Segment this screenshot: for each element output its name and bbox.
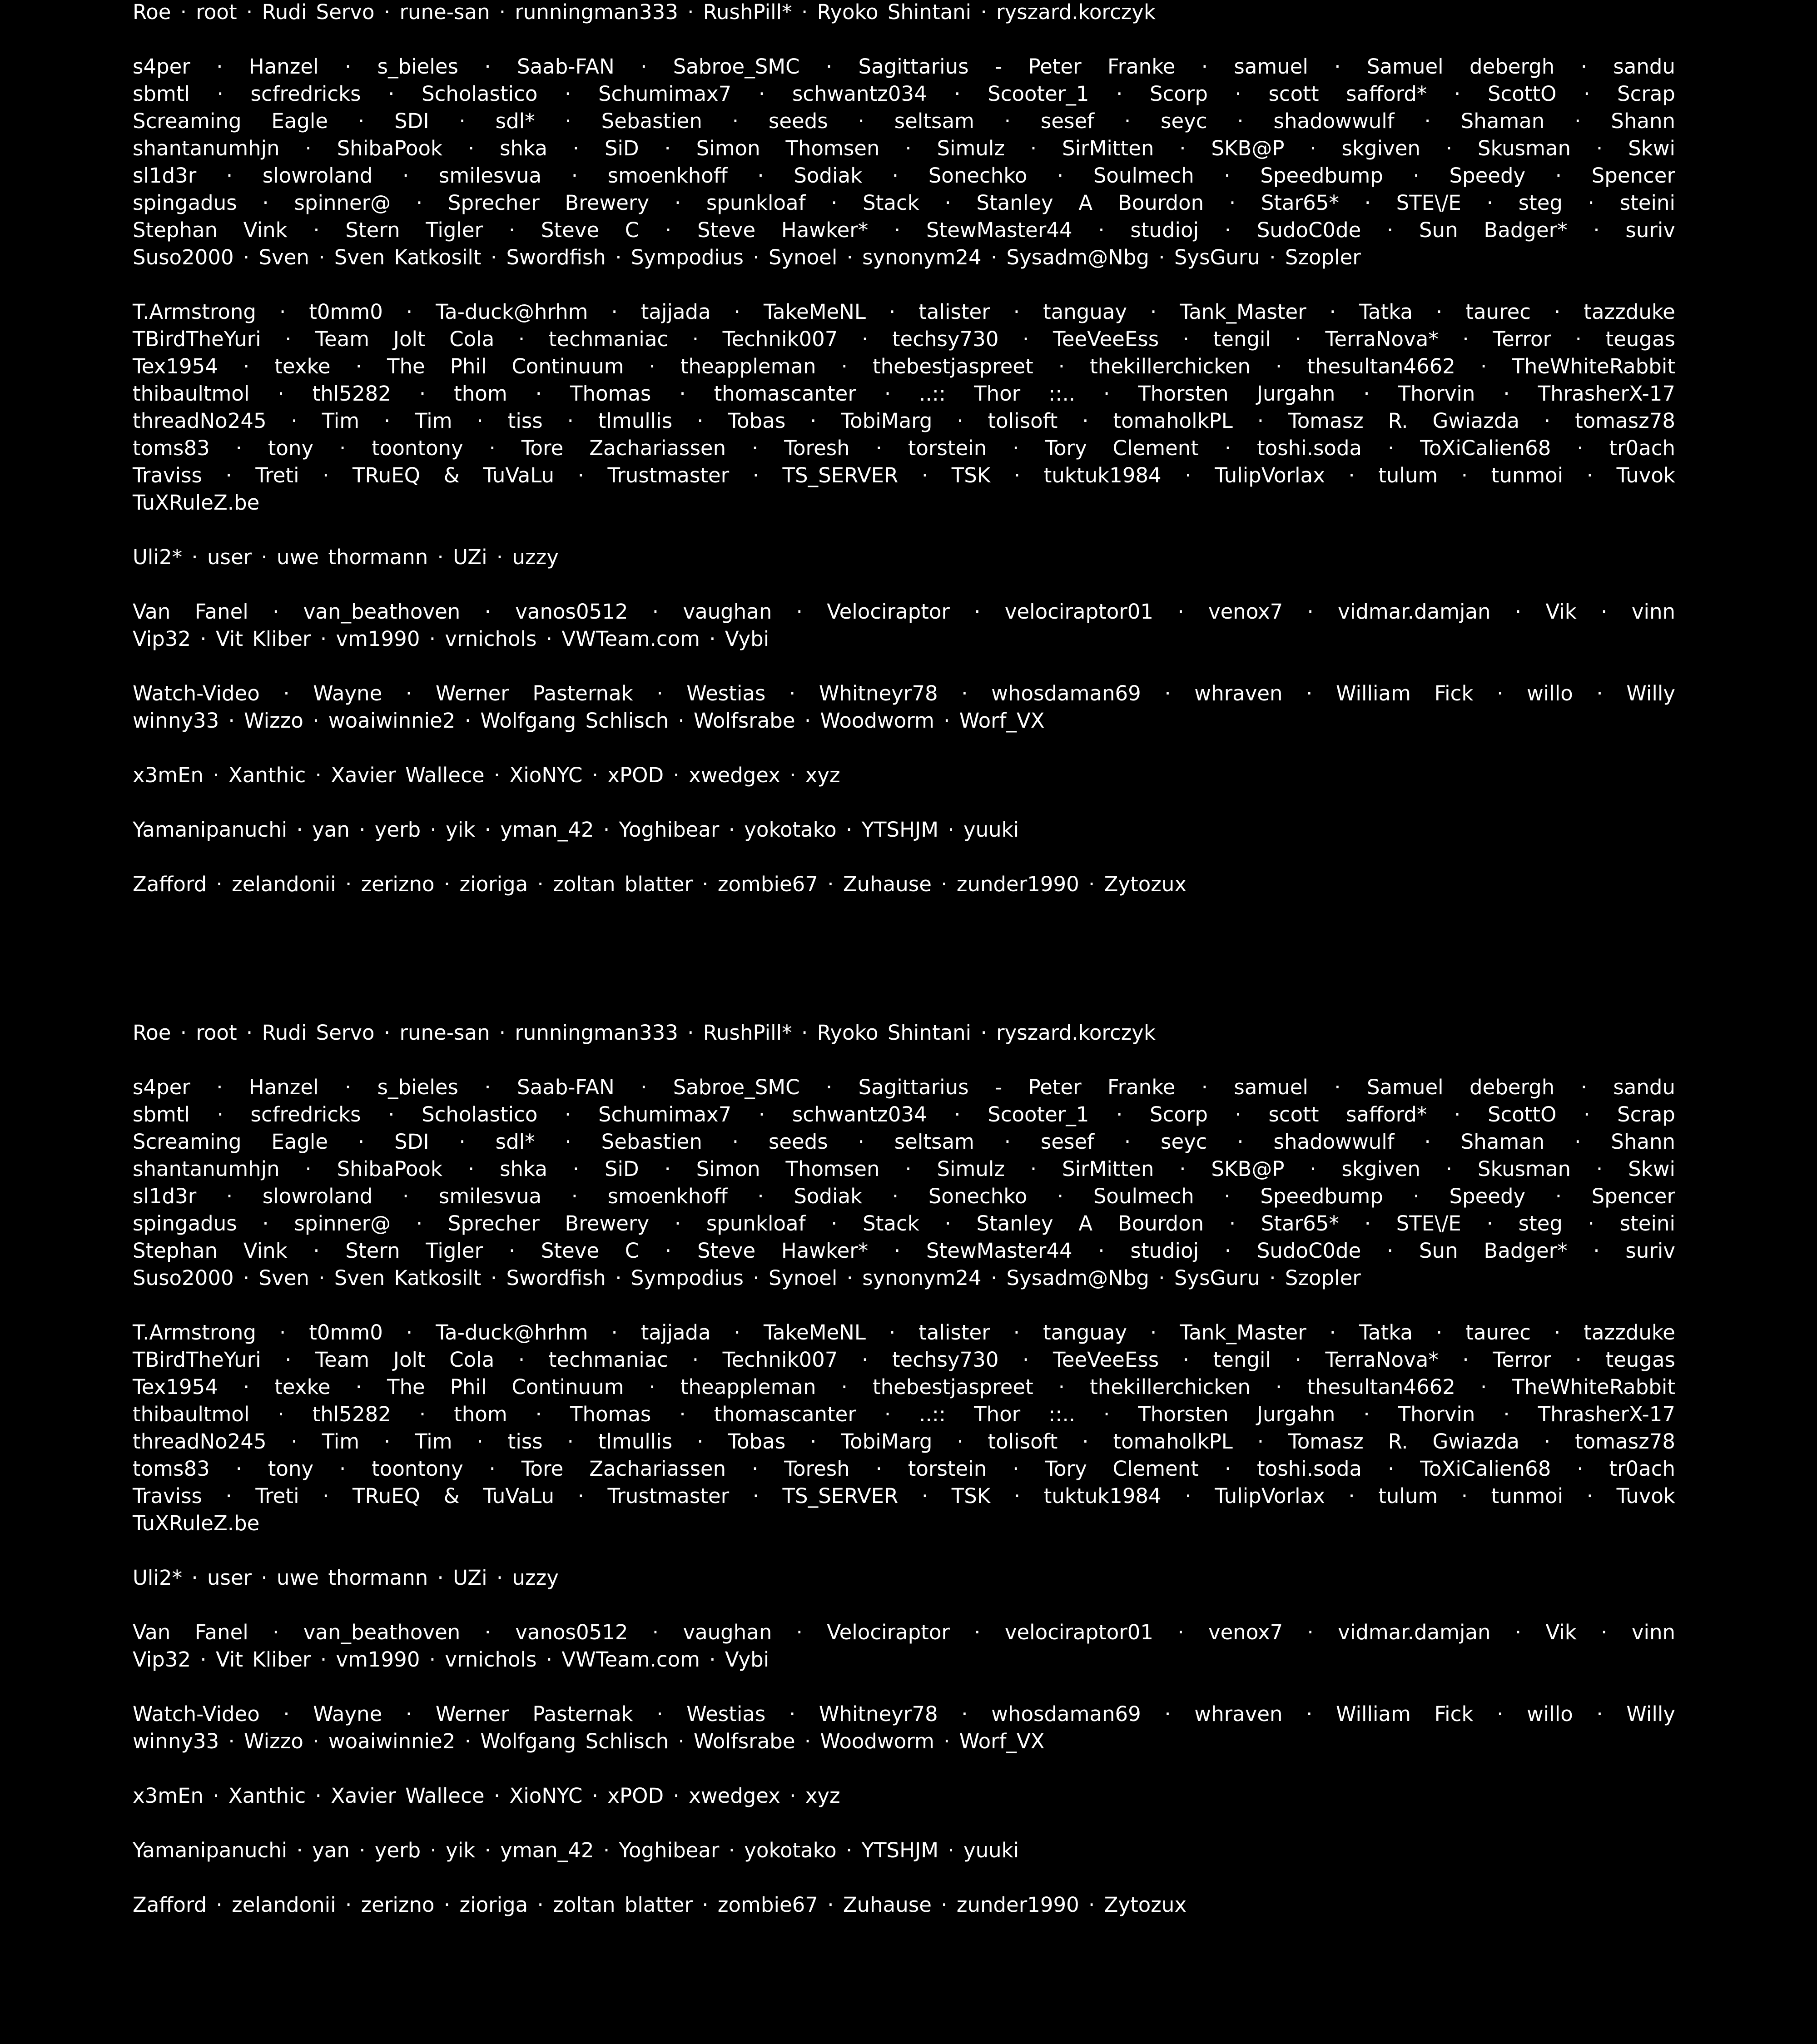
credits-list-copy-1: [133, 0, 1675, 898]
credits-line: Yamanipanuchi · yan · yerb · yik · yman_42 · Yoghibear · yokotako · YTSHJM · yuuki: [133, 818, 1019, 842]
credits-line: thibaultmol · thl5282 · thom · Thomas · thomascanter · ..:: Thor ::.. · Thorsten Jurgahn · Thorvin · ThrasherX-17: [133, 382, 1675, 406]
credits-line: Watch-Video · Wayne · Werner Pasternak · Westias · Whitneyr78 · whosdaman69 · whraven · William Fick · willo · Willy: [133, 681, 1675, 705]
credits-line: sl1d3r · slowroland · smilesvua · smoenkhoff · Sodiak · Sonechko · Soulmech · Speedbump · Speedy · Spencer: [133, 1184, 1675, 1208]
credits-line: Uli2* · user · uwe thormann · UZi · uzzy: [133, 1566, 559, 1590]
credits-group-u: [133, 1564, 1675, 1592]
credits-line: Traviss · Treti · TRuEQ & TuVaLu · Trustmaster · TS_SERVER · TSK · tuktuk1984 · TulipVorlax · tulum · tunmoi · Tuvok: [133, 463, 1675, 487]
credits-line: Uli2* · user · uwe thormann · UZi · uzzy: [133, 545, 559, 569]
credits-group-x: [133, 1782, 1675, 1810]
credits-line: Stephan Vink · Stern Tigler · Steve C · Steve Hawker* · StewMaster44 · studioj · SudoC0de · Sun Badger* · suriv: [133, 218, 1675, 242]
credits-line: Vip32 · Vit Kliber · vm1990 · vrnichols · VWTeam.com · Vybi: [133, 1647, 769, 1672]
credits-line: Screaming Eagle · SDI · sdl* · Sebastien · seeds · seltsam · sesef · seyc · shadowwulf · Shaman · Shann: [133, 1130, 1675, 1154]
credits-line: threadNo245 · Tim · Tim · tiss · tlmullis · Tobas · TobiMarg · tolisoft · tomaholkPL · Tomasz R. Gwiazda · tomasz78: [133, 1429, 1675, 1454]
credits-line: shantanumhjn · ShibaPook · shka · SiD · Simon Thomsen · Simulz · SirMitten · SKB@P · skgiven · Skusman · Skwi: [133, 136, 1675, 160]
credits-group-v: [133, 598, 1675, 653]
credits-line: spingadus · spinner@ · Sprecher Brewery · spunkloaf · Stack · Stanley A Bourdon · Star65* · STE\/E · steg · steini: [133, 1211, 1675, 1235]
credits-line: T.Armstrong · t0mm0 · Ta-duck@hrhm · tajjada · TakeMeNL · talister · tanguay · Tank_Master · Tatka · taurec · tazzduke: [133, 300, 1675, 324]
credits-group-v: [133, 1619, 1675, 1673]
credits-group-w: [133, 1701, 1675, 1755]
credits-group-w: [133, 680, 1675, 734]
credits-line: TBirdTheYuri · Team Jolt Cola · techmaniac · Technik007 · techsy730 · TeeVeeEss · tengil · TerraNova* · Terror · teugas: [133, 1348, 1675, 1372]
credits-line: sbmtl · scfredricks · Scholastico · Schumimax7 · schwantz034 · Scooter_1 · Scorp · scott safford* · ScottO · Scrap: [133, 82, 1675, 106]
credits-group-z: [133, 871, 1675, 898]
credits-line: Suso2000 · Sven · Sven Katkosilt · Swordfish · Sympodius · Synoel · synonym24 · Sysadm@Nbg · SysGuru · Szopler: [133, 1266, 1361, 1290]
credits-group-y: [133, 816, 1675, 843]
credits-line: spingadus · spinner@ · Sprecher Brewery · spunkloaf · Stack · Stanley A Bourdon · Star65* · STE\/E · steg · steini: [133, 191, 1675, 215]
credits-line: T.Armstrong · t0mm0 · Ta-duck@hrhm · tajjada · TakeMeNL · talister · tanguay · Tank_Master · Tatka · taurec · tazzduke: [133, 1320, 1675, 1344]
credits-line: shantanumhjn · ShibaPook · shka · SiD · Simon Thomsen · Simulz · SirMitten · SKB@P · skgiven · Skusman · Skwi: [133, 1157, 1675, 1181]
credits-line: Roe · root · Rudi Servo · rune-san · runningman333 · RushPill* · Ryoko Shintani · ryszard.korczyk: [133, 1021, 1156, 1045]
credits-group-x: [133, 762, 1675, 789]
credits-line: Tex1954 · texke · The Phil Continuum · theappleman · thebestjaspreet · thekillerchicken · thesultan4662 · TheWhiteRabbit: [133, 354, 1675, 378]
credits-group-z: [133, 1891, 1675, 1919]
credits-group-t: [133, 298, 1675, 516]
credits-line: Suso2000 · Sven · Sven Katkosilt · Swordfish · Sympodius · Synoel · synonym24 · Sysadm@Nbg · SysGuru · Szopler: [133, 245, 1361, 269]
credits-group-y: [133, 1837, 1675, 1864]
credits-line: Van Fanel · van_beathoven · vanos0512 · vaughan · Velociraptor · velociraptor01 · venox7 · vidmar.damjan · Vik · vinn: [133, 1620, 1675, 1644]
credits-line: TBirdTheYuri · Team Jolt Cola · techmaniac · Technik007 · techsy730 · TeeVeeEss · tengil · TerraNova* · Terror · teugas: [133, 327, 1675, 351]
credits-line: Traviss · Treti · TRuEQ & TuVaLu · Trustmaster · TS_SERVER · TSK · tuktuk1984 · TulipVorlax · tulum · tunmoi · Tuvok: [133, 1484, 1675, 1508]
credits-line: Roe · root · Rudi Servo · rune-san · runningman333 · RushPill* · Ryoko Shintani · ryszard.korczyk: [133, 0, 1156, 24]
credits-line: sbmtl · scfredricks · Scholastico · Schumimax7 · schwantz034 · Scooter_1 · Scorp · scott safford* · ScottO · Scrap: [133, 1102, 1675, 1126]
credits-line: Tex1954 · texke · The Phil Continuum · theappleman · thebestjaspreet · thekillerchicken · thesultan4662 · TheWhiteRabbit: [133, 1375, 1675, 1399]
credits-line: Zafford · zelandonii · zerizno · zioriga · zoltan blatter · zombie67 · Zuhause · zunder1990 · Zytozux: [133, 1893, 1187, 1917]
credits-line: x3mEn · Xanthic · Xavier Wallece · XioNYC · xPOD · xwedgex · xyz: [133, 1784, 840, 1808]
credits-group-r: [133, 1019, 1675, 1047]
credits-line: thibaultmol · thl5282 · thom · Thomas · thomascanter · ..:: Thor ::.. · Thorsten Jurgahn · Thorvin · ThrasherX-17: [133, 1402, 1675, 1426]
credits-line: sl1d3r · slowroland · smilesvua · smoenkhoff · Sodiak · Sonechko · Soulmech · Speedbump · Speedy · Spencer: [133, 164, 1675, 188]
credits-line: Yamanipanuchi · yan · yerb · yik · yman_42 · Yoghibear · yokotako · YTSHJM · yuuki: [133, 1838, 1019, 1862]
credits-line: toms83 · tony · toontony · Tore Zachariassen · Toresh · torstein · Tory Clement · toshi.soda · ToXiCalien68 · tr0ach: [133, 1457, 1675, 1481]
credits-line: toms83 · tony · toontony · Tore Zachariassen · Toresh · torstein · Tory Clement · toshi.soda · ToXiCalien68 · tr0ach: [133, 436, 1675, 460]
credits-line: winny33 · Wizzo · woaiwinnie2 · Wolfgang Schlisch · Wolfsrabe · Woodworm · Worf_VX: [133, 709, 1045, 733]
credits-line: s4per · Hanzel · s_bieles · Saab-FAN · Sabroe_SMC · Sagittarius - Peter Franke · samuel · Samuel debergh · sandu: [133, 1075, 1675, 1099]
credits-group-u: [133, 544, 1675, 571]
credits-line: Van Fanel · van_beathoven · vanos0512 · vaughan · Velociraptor · velociraptor01 · venox7 · vidmar.damjan · Vik · vinn: [133, 600, 1675, 624]
credits-line: Screaming Eagle · SDI · sdl* · Sebastien · seeds · seltsam · sesef · seyc · shadowwulf · Shaman · Shann: [133, 109, 1675, 133]
credits-group-t: [133, 1319, 1675, 1537]
credits-line: Watch-Video · Wayne · Werner Pasternak · Westias · Whitneyr78 · whosdaman69 · whraven · William Fick · willo · Willy: [133, 1702, 1675, 1726]
credits-list-copy-2: [133, 1019, 1675, 1919]
credits-line: threadNo245 · Tim · Tim · tiss · tlmullis · Tobas · TobiMarg · tolisoft · tomaholkPL · Tomasz R. Gwiazda · tomasz78: [133, 409, 1675, 433]
credits-group-s: [133, 1074, 1675, 1292]
credits-line: Zafford · zelandonii · zerizno · zioriga · zoltan blatter · zombie67 · Zuhause · zunder1990 · Zytozux: [133, 872, 1187, 896]
credits-group-s: [133, 53, 1675, 271]
credits-line: x3mEn · Xanthic · Xavier Wallece · XioNYC · xPOD · xwedgex · xyz: [133, 763, 840, 787]
credits-line: TuXRuleZ.be: [133, 1511, 260, 1535]
credits-line: s4per · Hanzel · s_bieles · Saab-FAN · Sabroe_SMC · Sagittarius - Peter Franke · samuel · Samuel debergh · sandu: [133, 55, 1675, 79]
credits-line: winny33 · Wizzo · woaiwinnie2 · Wolfgang Schlisch · Wolfsrabe · Woodworm · Worf_VX: [133, 1729, 1045, 1753]
credits-line: Vip32 · Vit Kliber · vm1990 · vrnichols · VWTeam.com · Vybi: [133, 627, 769, 651]
credits-group-r: [133, 0, 1675, 26]
credits-line: Stephan Vink · Stern Tigler · Steve C · Steve Hawker* · StewMaster44 · studioj · SudoC0de · Sun Badger* · suriv: [133, 1239, 1675, 1263]
credits-line: TuXRuleZ.be: [133, 491, 260, 515]
